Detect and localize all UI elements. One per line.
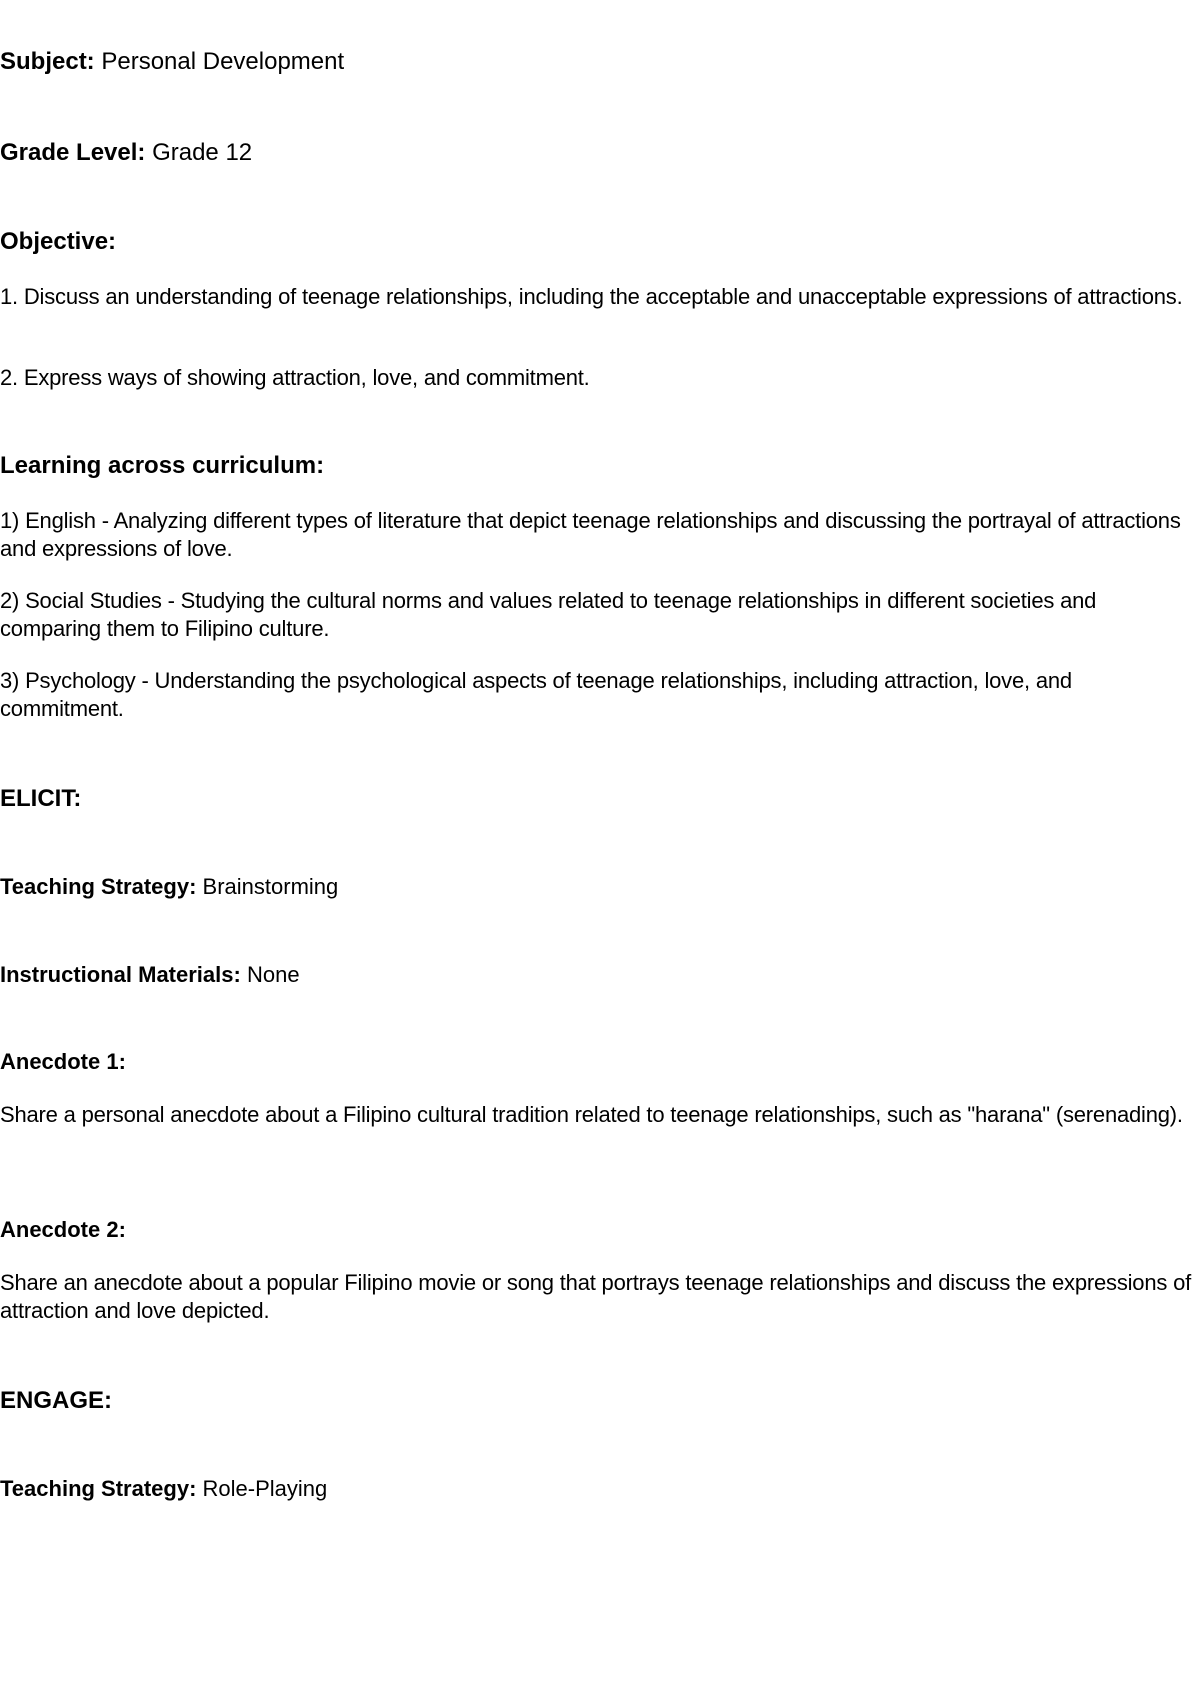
teaching-strategy-label: Teaching Strategy: [0,1476,197,1501]
objective-item: 1. Discuss an understanding of teenage relationships, including the acceptable and unacceptable expressions of attractions. [0,284,1183,309]
objective-heading: Objective: [0,228,117,255]
engage-heading: ENGAGE: [0,1387,113,1414]
learning-across-curriculum-heading: Learning across curriculum: [0,452,325,479]
teaching-strategy-value: Brainstorming [202,874,339,899]
grade-level-value: Grade 12 [152,139,253,166]
teaching-strategy-label: Teaching Strategy: [0,874,197,899]
anecdote-2-text: Share an anecdote about a popular Filipino movie or song that portrays teenage relationships and discuss the expressions of attraction and love depicted. [0,1270,1192,1323]
instructional-materials-line [0,961,300,989]
curriculum-item: 3) Psychology - Understanding the psychological aspects of teenage relationships, including attraction, love, and commitment. [0,668,1072,721]
subject-line [0,48,344,76]
grade-level-line [0,139,252,167]
objective-item: 2. Express ways of showing attraction, love, and commitment. [0,365,590,390]
teaching-strategy-value: Role-Playing [202,1476,328,1501]
curriculum-item: 1) English - Analyzing different types of literature that depict teenage relationships and discussing the portrayal of attractions and expressions of love. [0,508,1181,561]
grade-level-label: Grade Level: [0,139,146,166]
curriculum-item: 2) Social Studies - Studying the cultural norms and values related to teenage relationships in different societies and comparing them to Filipino culture. [0,588,1097,641]
instructional-materials-label: Instructional Materials: [0,962,241,987]
instructional-materials-value: None [246,962,300,987]
anecdote-1-text: Share a personal anecdote about a Filipino cultural tradition related to teenage relationships, such as "harana" (serenading). [0,1102,1183,1127]
anecdote-2-heading: Anecdote 2: [0,1217,126,1242]
subject-label: Subject: [0,48,95,75]
elicit-teaching-strategy-line [0,873,338,901]
elicit-heading: ELICIT: [0,785,82,812]
subject-value: Personal Development [101,48,345,75]
engage-teaching-strategy-line [0,1475,327,1503]
anecdote-1-heading: Anecdote 1: [0,1049,126,1074]
